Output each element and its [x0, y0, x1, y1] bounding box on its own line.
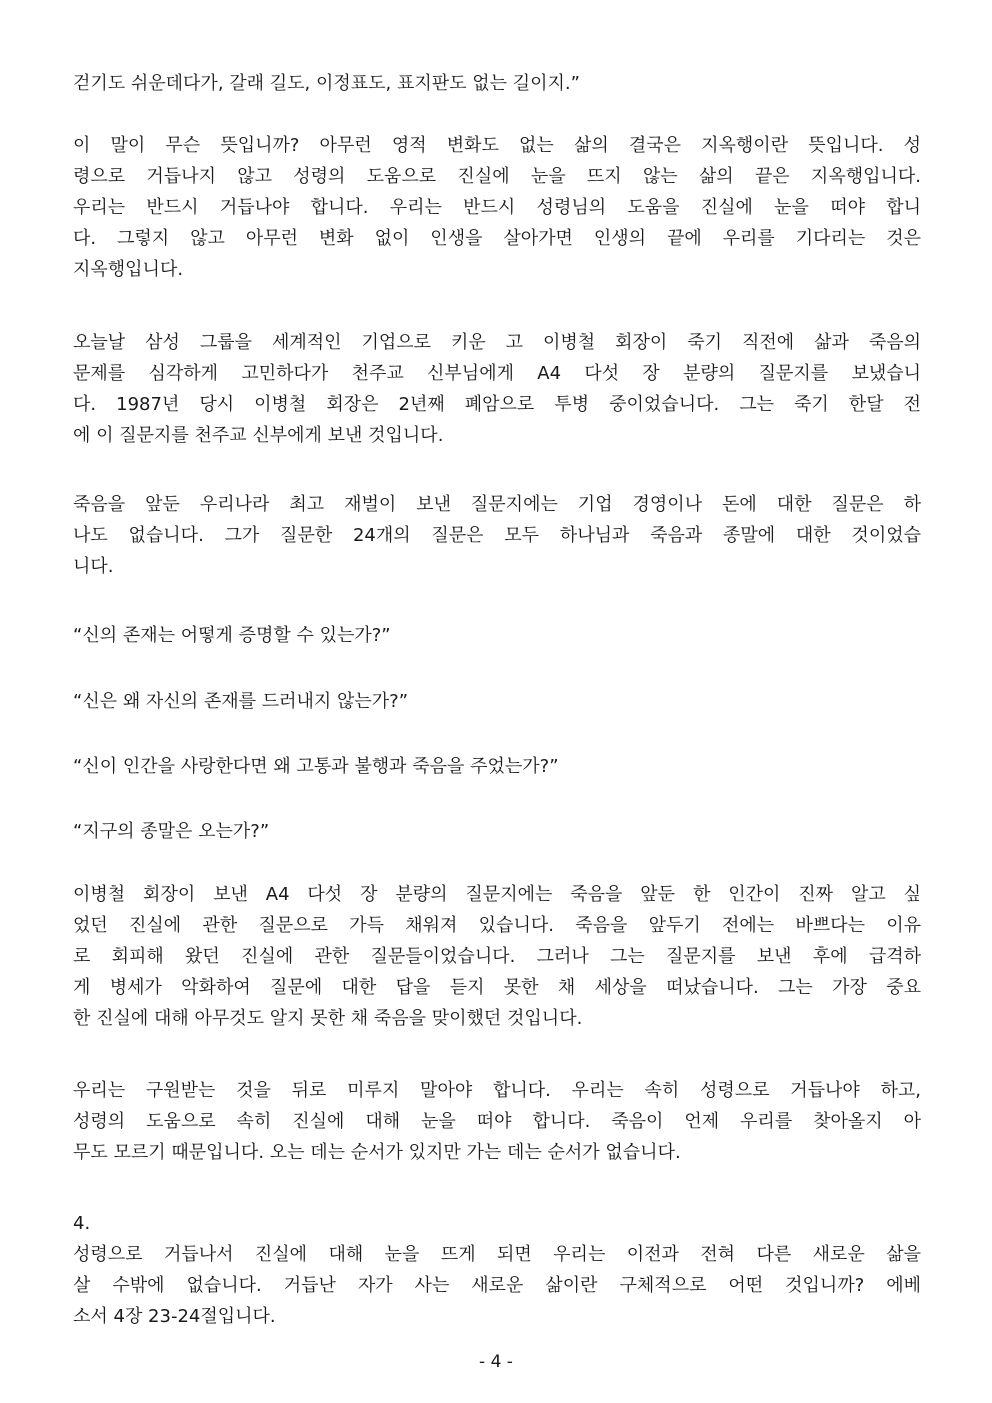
text-line: 이병철 회장이 보낸 A4 다섯 장 분량의 질문지에는 죽음을 앞둔 한 인간이 진짜 알고 싶	[73, 884, 921, 905]
text-line: 살 수밖에 없습니다. 거듭난 자가 사는 새로운 삶이란 구체적으로 어떤 것입니까? 에베	[73, 1275, 921, 1296]
text-line: 오늘날 삼성 그룹을 세계적인 기업으로 키운 고 이병철 회장이 죽기 직전에 삶과 죽음의	[73, 332, 921, 353]
text-line: 무도 모르기 때문입니다. 오는 데는 순서가 있지만 가는 데는 순서가 없습니다.	[73, 1142, 681, 1163]
section-number: 4.	[73, 1213, 91, 1234]
text-line: 지옥행입니다.	[73, 259, 184, 280]
paragraph-5	[73, 879, 921, 1034]
paragraph-2	[73, 130, 921, 285]
text-line: 한 진실에 대해 아무것도 알지 못한 채 죽음을 맞이했던 것입니다.	[73, 1008, 583, 1029]
paragraph-1	[73, 68, 921, 99]
quote-1	[73, 620, 921, 651]
quote-text: “신의 존재는 어떻게 증명할 수 있는가?”	[73, 625, 391, 646]
quote-2	[73, 686, 921, 717]
paragraph-3	[73, 327, 921, 451]
quote-text: “신이 인간을 사랑한다면 왜 고통과 불행과 죽음을 주었는가?”	[73, 756, 559, 777]
text-line: 문제를 심각하게 고민하다가 천주교 신부님에게 A4 다섯 장 분량의 질문지를 보냈습니	[73, 363, 921, 384]
text-line: 다. 1987년 당시 이병철 회장은 2년째 폐암으로 투병 중이었습니다. 그는 죽기 한달 전	[73, 394, 921, 415]
text-line: 우리는 반드시 거듭나야 합니다. 우리는 반드시 성령님의 도움을 진실에 눈을 떠야 합니	[73, 197, 921, 218]
quote-3	[73, 751, 921, 782]
text-line: 로 회피해 왔던 진실에 관한 질문들이었습니다. 그러나 그는 질문지를 보낸 후에 급격하	[73, 946, 921, 967]
text-line: 우리는 구원받는 것을 뒤로 미루지 말아야 합니다. 우리는 속히 성령으로 거듭나야 하고,	[73, 1080, 921, 1101]
quote-4	[73, 816, 921, 847]
text-line: 죽음을 앞둔 우리나라 최고 재벌이 보낸 질문지에는 기업 경영이나 돈에 대한 질문은 하	[73, 494, 921, 515]
text-line: 이 말이 무슨 뜻입니까? 아무런 영적 변화도 없는 삶의 결국은 지옥행이란 뜻입니다. 성	[73, 135, 921, 156]
text-line: 령으로 거듭나지 않고 성령의 도움으로 진실에 눈을 뜨지 않는 삶의 끝은 지옥행입니다.	[73, 166, 921, 187]
quote-text: “지구의 종말은 오는가?”	[73, 821, 270, 842]
text-line: 성령의 도움으로 속히 진실에 대해 눈을 떠야 합니다. 죽음이 언제 우리를 찾아올지 아	[73, 1111, 921, 1132]
text-line: 었던 진실에 관한 질문으로 가득 채워져 있습니다. 죽음을 앞두기 전에는 바쁘다는 이유	[73, 915, 921, 936]
paragraph-6	[73, 1075, 921, 1168]
text-line: 걷기도 쉬운데다가, 갈래 길도, 이정표도, 표지판도 없는 길이지.”	[73, 73, 580, 94]
text-line: 게 병세가 악화하여 질문에 대한 답을 듣지 못한 채 세상을 떠났습니다. 그는 가장 중요	[73, 977, 921, 998]
paragraph-4	[73, 489, 921, 582]
text-line: 니다.	[73, 556, 114, 577]
quote-text: “신은 왜 자신의 존재를 드러내지 않는가?”	[73, 691, 409, 712]
text-line: 나도 없습니다. 그가 질문한 24개의 질문은 모두 하나님과 죽음과 종말에 대한 것이었습	[73, 525, 921, 546]
text-line: 에 이 질문지를 천주교 신부에게 보낸 것입니다.	[73, 425, 444, 446]
page-number: - 4 -	[479, 1352, 513, 1372]
paragraph-7	[73, 1208, 921, 1332]
text-line: 다. 그렇지 않고 아무런 변화 없이 인생을 살아가면 인생의 끝에 우리를 기다리는 것은	[73, 228, 921, 249]
text-line: 소서 4장 23-24절입니다.	[73, 1306, 276, 1327]
text-line: 성령으로 거듭나서 진실에 대해 눈을 뜨게 되면 우리는 이전과 전혀 다른 새로운 삶을	[73, 1244, 921, 1265]
